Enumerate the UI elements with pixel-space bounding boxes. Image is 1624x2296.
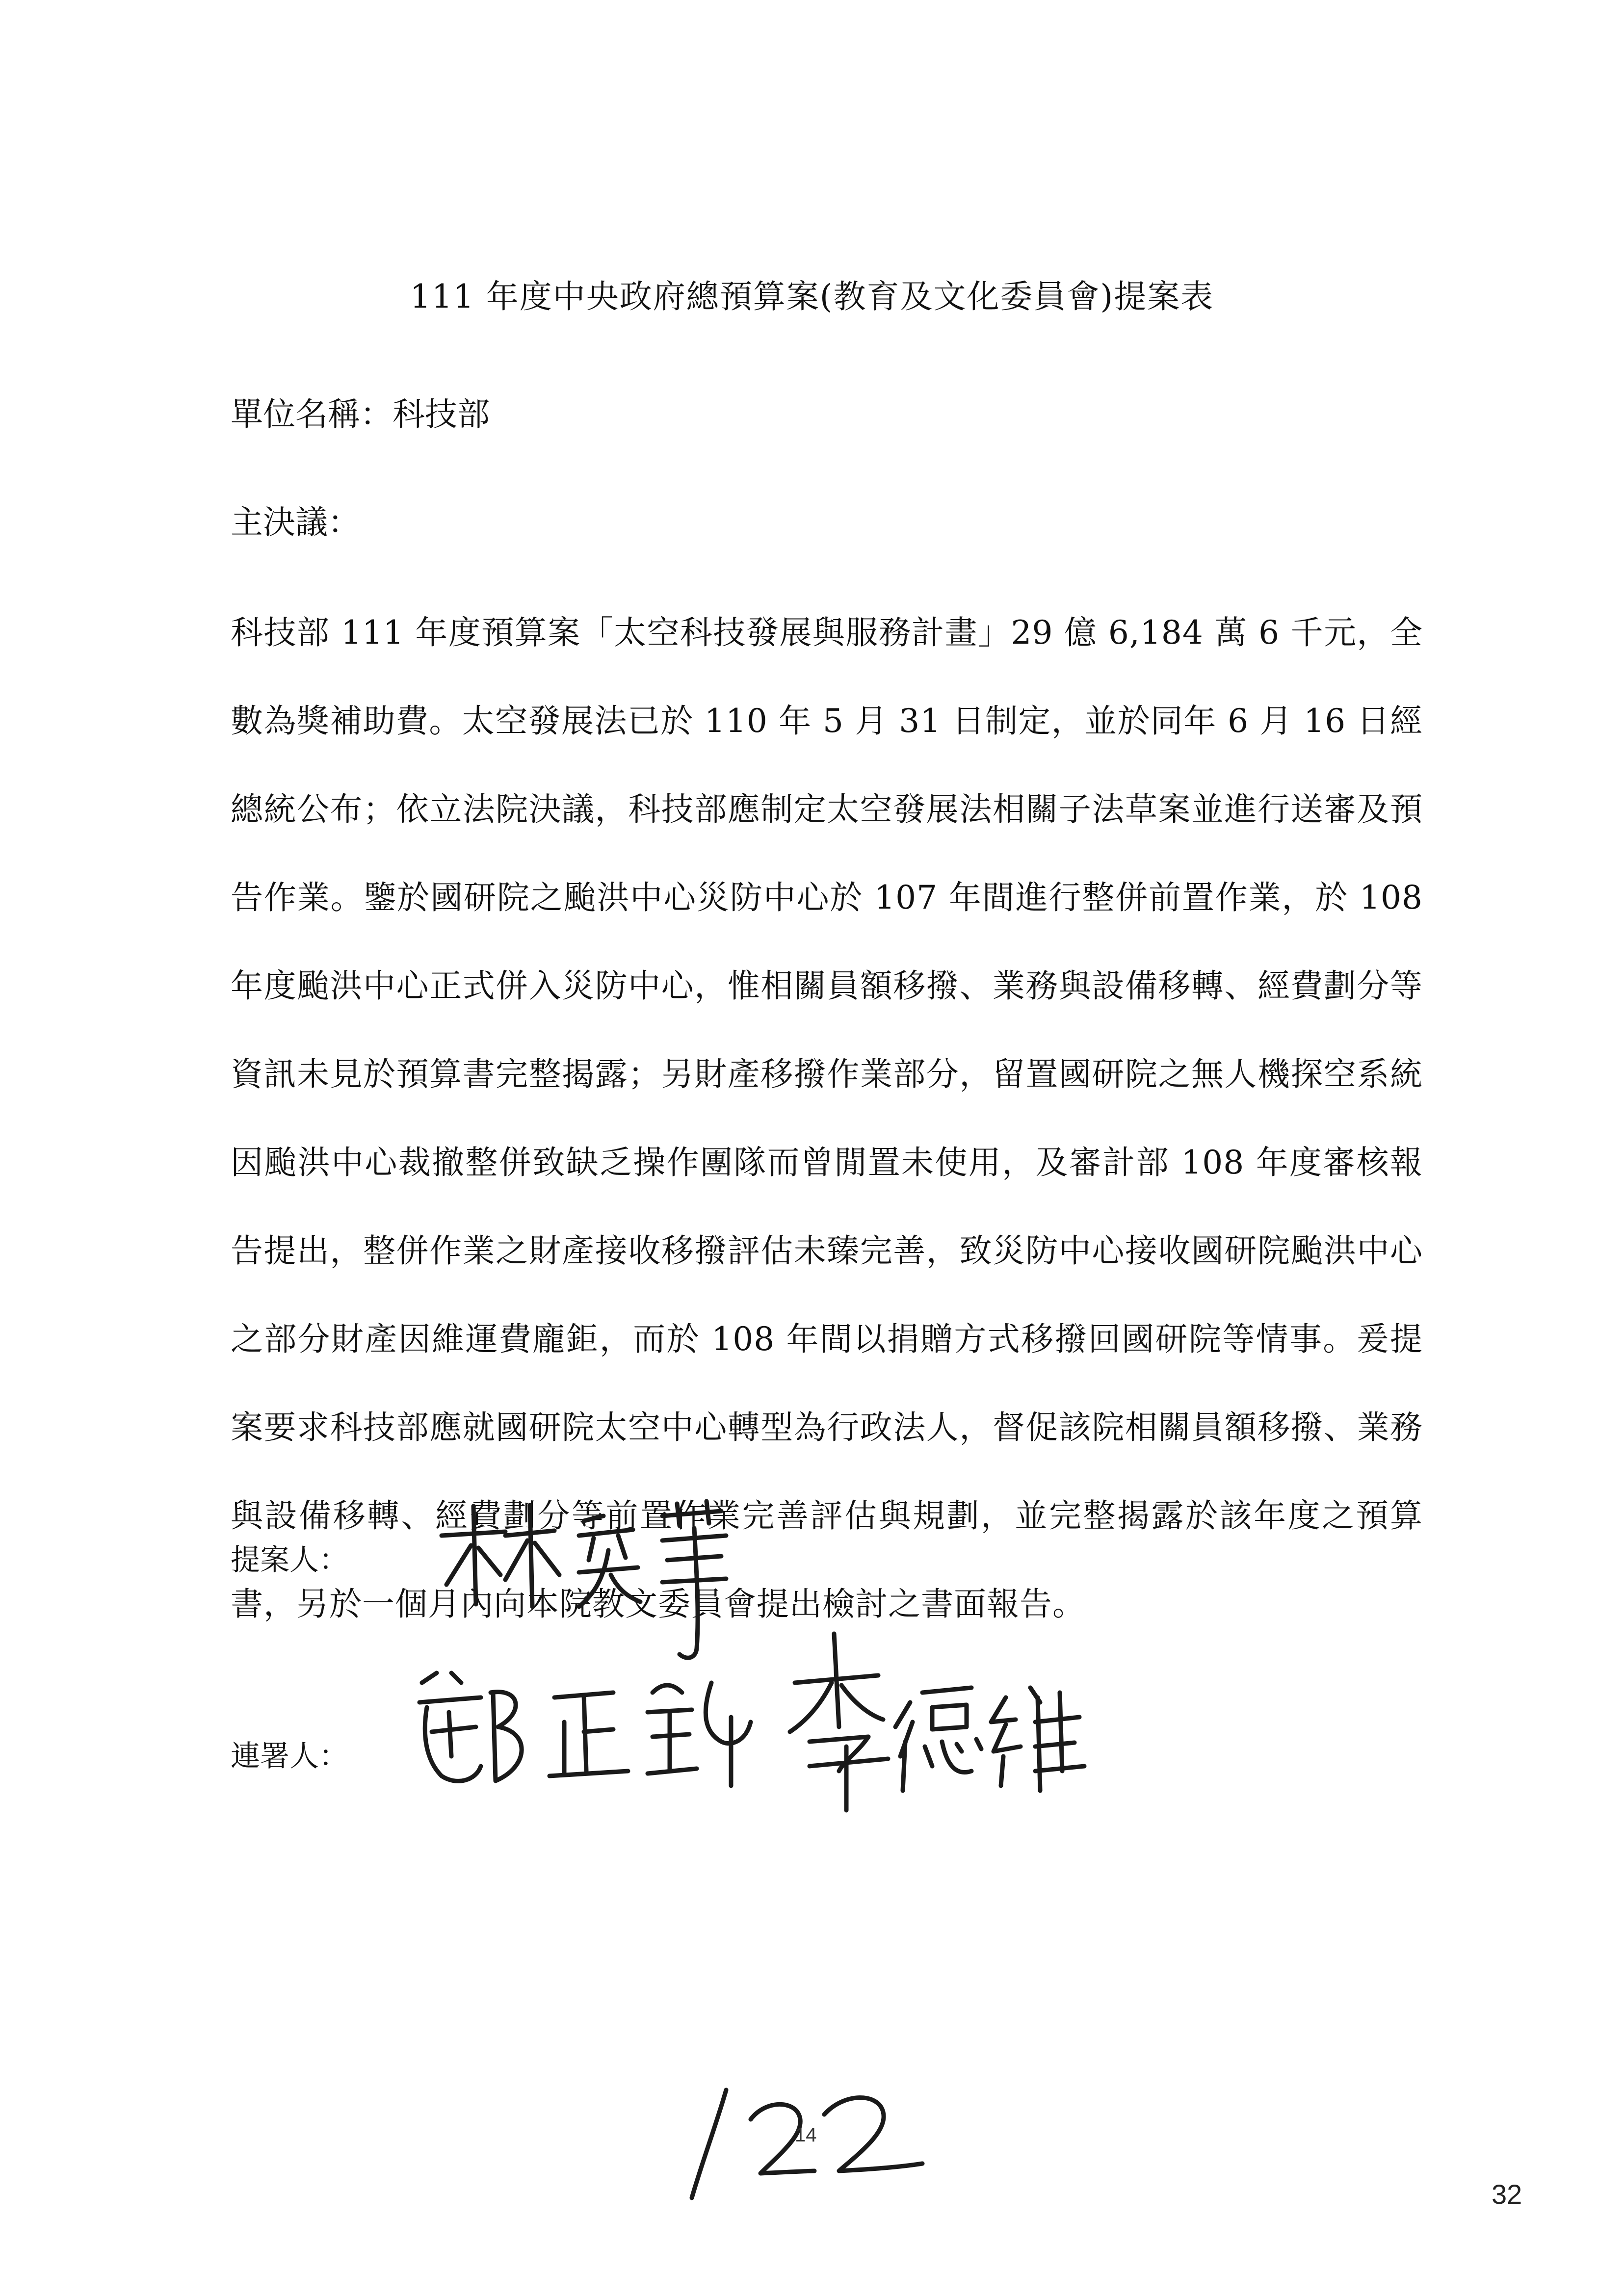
proposer-label: 提案人：	[231, 1543, 348, 1577]
cosigner-signature-2	[785, 1629, 1089, 1815]
cosigner-label: 連署人：	[231, 1739, 348, 1774]
resolution-body: 科技部 111 年度預算案「太空科技發展與服務計畫」29 億 6,184 萬 6 千元，全數為獎補助費。太空發展法已於 110 年 5 月 31 日制定，並於同年 6 月 16 日經總統公布；依立法院決議，科技部應制定太空發展法相關子法草案並進行送審及預告作業。鑒於國研院之颱洪中心災防中心於 107 年間進行整併前置作業，於 108 年度颱洪中心正式併入災防中心，惟相關員額移撥、業務與設備移轉、經費劃分等資訊未見於預算書完整揭露；另財產移撥作業部分，留置國研院之無人機探空系統因颱洪中心裁撤整併致缺乏操作團隊而曾閒置未使用，及審計部 108 年度審核報告提出，整併作業之財產接收移撥評估未臻完善，致災防中心接收國研院颱洪中心之部分財產因維運費龐鉅，而於 108 年間以捐贈方式移撥回國研院等情事。爰提案要求科技部應就國研院太空中心轉型為行政法人，督促該院相關員額移撥、業務與設備移轉、經費劃分等前置作業完善評估與規劃，並完整揭露於該年度之預算書，另於一個月內向本院教文委員會提出檢討之書面報告。	[231, 614, 1423, 1623]
document-title: 111 年度中央政府總預算案(教育及文化委員會)提案表	[410, 278, 1214, 315]
cosigner-signature-1	[407, 1663, 760, 1820]
page-number: 14	[795, 2124, 817, 2146]
unit-name: 單位名稱：科技部	[231, 395, 490, 433]
proposer-signature	[432, 1501, 746, 1668]
corner-mark: 32	[1492, 2179, 1522, 2210]
resolution-label: 主決議：	[231, 503, 360, 541]
